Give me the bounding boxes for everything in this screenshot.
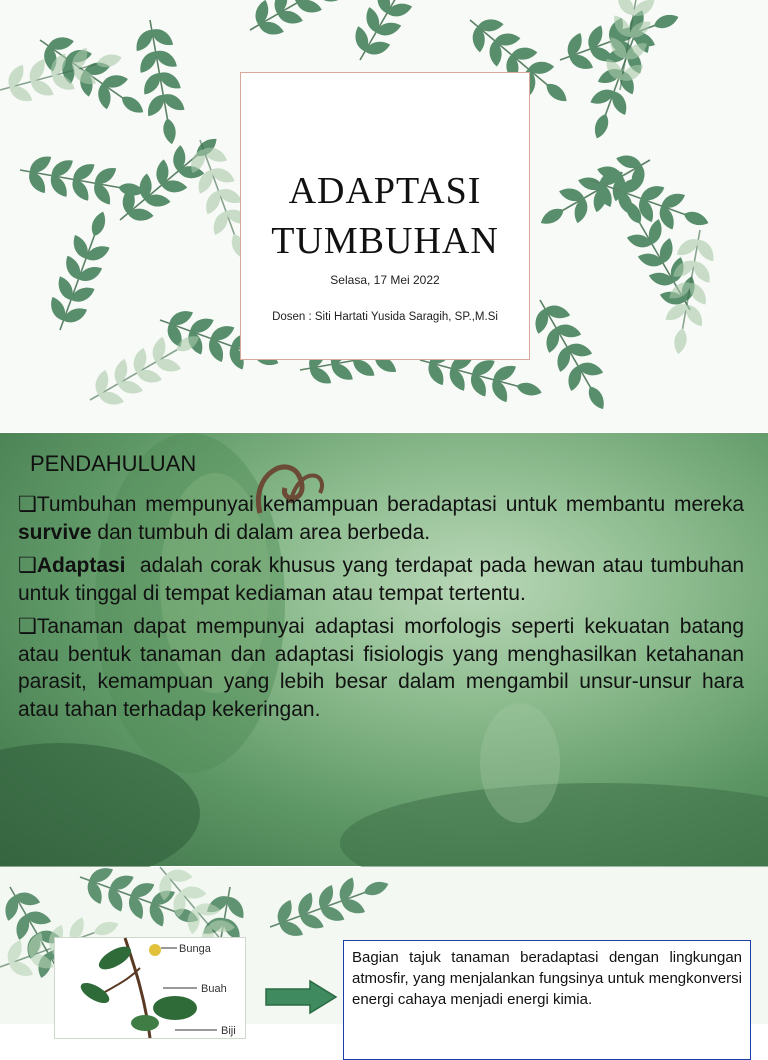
date-text: Selasa, 17 Mei 2022 — [330, 273, 440, 287]
paragraph-1: ❑Tumbuhan mempunyai kemampuan beradaptasi untuk membantu mereka survive dan tumbuh di dalam area berbeda. — [18, 493, 744, 544]
title-frame — [240, 72, 530, 360]
title-line-1: ADAPTASI — [288, 170, 482, 212]
plant-illustration — [55, 938, 245, 1038]
intro-body — [18, 491, 750, 729]
paragraph-3: ❑Tanaman dapat mempunyai adaptasi morfologis seperti kekuatan batang atau bentuk tanaman dan adaptasi fisiologis yang menghasilkan ketahanan parasit, kemampuan yang lebih besar dalam mengambil unsur-unsur hara atau tahan terhadap kekeringan. — [18, 615, 744, 721]
title-slide — [0, 0, 768, 432]
shoot-adaptation-text: Bagian tajuk tanaman beradaptasi dengan lingkungan atmosfir, yang menjalankan fungsinya untuk mengkonversi energi cahaya menjadi energi kimia. — [343, 940, 751, 1060]
emphasis-survive: survive — [18, 520, 92, 544]
bullet-icon: ❑ — [18, 493, 37, 516]
emphasis-adaptasi: Adaptasi — [36, 554, 126, 577]
introduction-slide — [0, 433, 768, 866]
title-line-2: TUMBUHAN — [271, 220, 499, 262]
plant-diagram — [54, 937, 246, 1039]
paragraph-2: ❑Adaptasi adalah corak khusus yang terdapat pada hewan atau tumbuhan untuk tinggal di tempat kediaman atau tempat tertentu. — [18, 554, 750, 605]
label-seed: Biji — [221, 1025, 236, 1037]
bullet-icon: ❑ — [18, 554, 37, 577]
lecturer-text: Dosen : Siti Hartati Yusida Saragih, SP.,M.Si — [272, 311, 498, 323]
arrow-right-icon — [264, 980, 338, 1014]
shoot-adaptation-slide — [0, 867, 768, 1037]
bullet-icon: ❑ — [18, 615, 37, 638]
label-flower: Bunga — [179, 943, 211, 955]
section-heading: PENDAHULUAN — [30, 451, 197, 476]
label-fruit: Buah — [201, 983, 227, 995]
